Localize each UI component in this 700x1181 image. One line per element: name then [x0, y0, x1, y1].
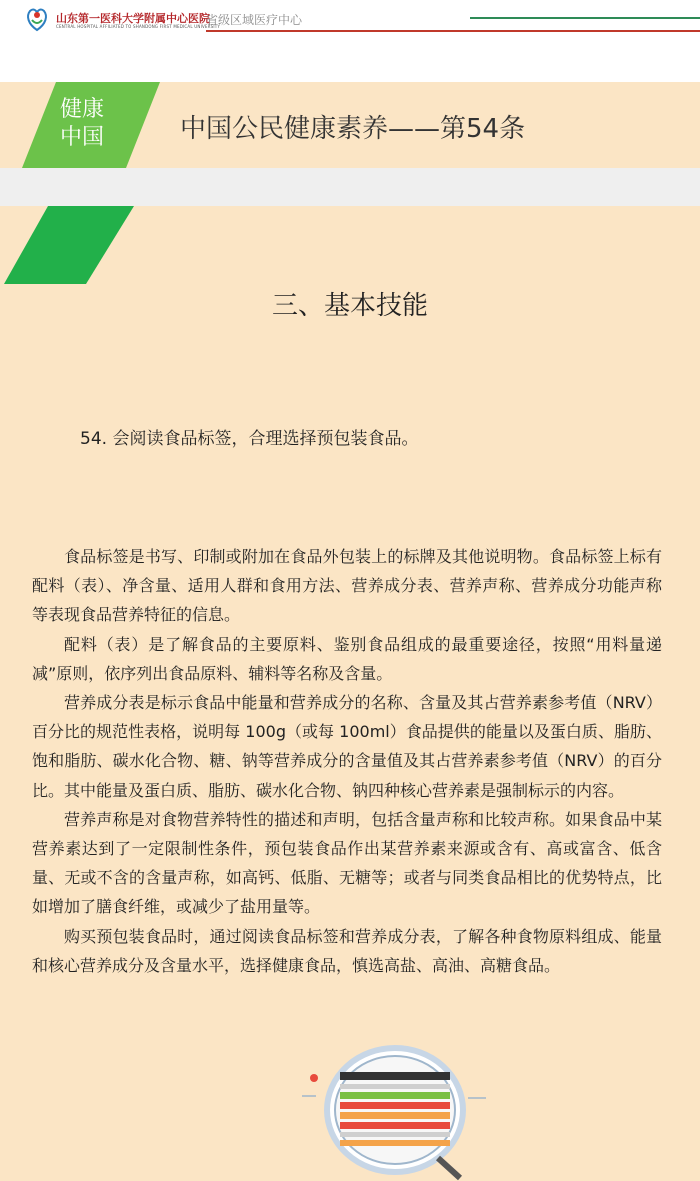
- header-divider-red: [206, 30, 700, 32]
- item-heading: 54. 会阅读食品标签，合理选择预包装食品。: [80, 429, 419, 449]
- paragraph-5: 购买预包装食品时，通过阅读食品标签和营养成分表，了解各种食物原料组成、能量和核心营养成分及含量水平，选择健康食品，慎选高盐、高油、高糖食品。: [32, 926, 662, 975]
- gray-divider-band: [0, 168, 700, 206]
- green-accent-shape: [0, 206, 140, 286]
- tag-line-2: 中国: [60, 125, 105, 150]
- nutrition-label-magnifier-icon: [300, 1030, 490, 1181]
- tag-text: [60, 96, 120, 152]
- page-title: 中国公民健康素养——第54条: [180, 114, 526, 144]
- paragraph-1: 食品标签是书写、印制或附加在食品外包装上的标牌及其他说明物。食品标签上标有配料（表）、净含量、适用人群和食用方法、营养成分表、营养声称、营养成分功能声称等表现食品营养特征的信息。: [32, 547, 662, 625]
- center-label: 省级区域医疗中心: [206, 13, 303, 27]
- top-header: [0, 0, 700, 40]
- section-title: 三、基本技能: [271, 291, 428, 321]
- tag-line-1: 健康: [60, 97, 105, 122]
- paragraph-4: 营养声称是对食物营养特性的描述和声明，包括含量声称和比较声称。如果食品中某营养素达到了一定限制性条件，预包装食品作出某营养素来源或含有、高或富含、低含量、无或不含的含量声称，如高钙、低脂、无糖等；或者与同类食品相比的优势特点，比如增加了膳食纤维，或减少了盐用量等。: [32, 809, 662, 917]
- header-divider-green: [470, 17, 700, 19]
- paragraph-2: 配料（表）是了解食品的主要原料、鉴别食品组成的最重要途径，按照“用料量递减”原则，依序列出食品原料、辅料等名称及含量。: [32, 634, 662, 683]
- body-text: [32, 542, 662, 980]
- hospital-name: 山东第一医科大学附属中心医院: [56, 12, 210, 25]
- hospital-name-en: CENTRAL HOSPITAL AFFILIATED TO SHANDONG FIRST MEDICAL UNIVERSITY: [56, 24, 220, 29]
- hospital-logo-icon: [24, 6, 50, 32]
- paragraph-3: 营养成分表是标示食品中能量和营养成分的名称、含量及其占营养素参考值（NRV）百分比的规范性表格，说明每 100g（或每 100ml）食品提供的能量以及蛋白质、脂肪、饱和脂肪、碳水化合物、糖、钠等营养成分的含量值及其占营养素参考值（NRV）的百分比。其中能量及蛋白质、脂肪、碳水化合物、钠四种核心营养素是强制标示的内容。: [32, 693, 662, 800]
